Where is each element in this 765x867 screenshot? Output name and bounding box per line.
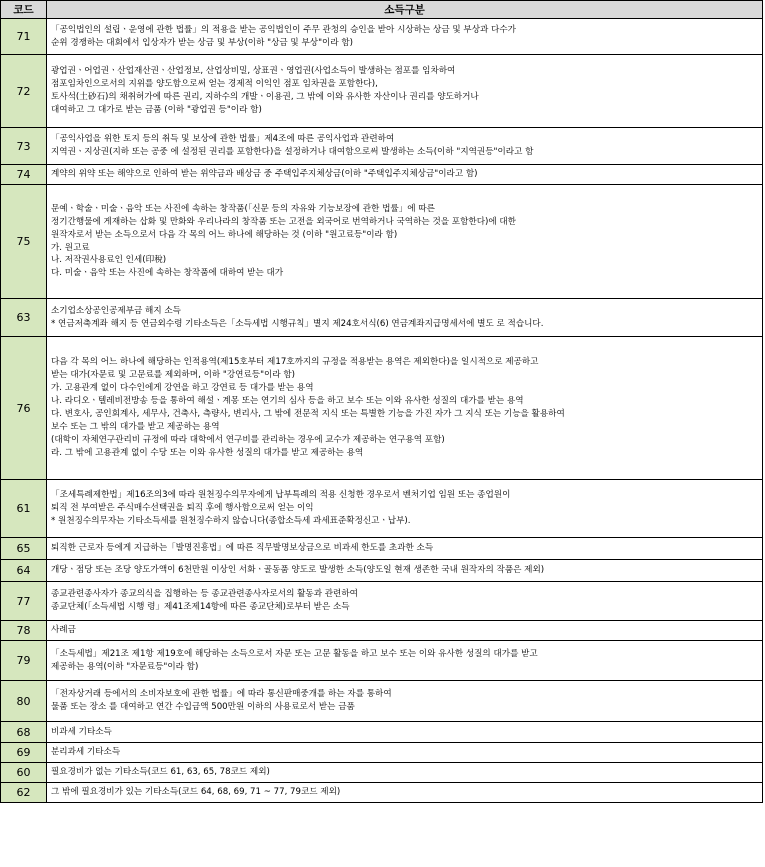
row-code: 78 [1, 621, 47, 641]
row-description: 개당ㆍ점당 또는 조당 양도가액이 6천만원 이상인 서화ㆍ골동품 양도로 발생한 소득(양도일 현재 생존한 국내 원작자의 작품은 제외) [47, 560, 763, 582]
row-description: 「공익사업을 위한 토지 등의 취득 및 보상에 관한 법률」제4조에 따른 공익사업과 관련하여 지역권ㆍ지상권(지하 또는 공중 에 설정된 권리를 포함한다)을 설정하거나 대여함으로써 발생하는 소득(이하 "지역권등"이라고 함 [47, 128, 763, 165]
table-row [1, 560, 763, 582]
table-row [1, 582, 763, 621]
row-description: 그 밖에 필요경비가 있는 기타소득(코드 64, 68, 69, 71 ~ 77, 79코드 제외) [47, 783, 763, 803]
row-code: 76 [1, 337, 47, 480]
row-code: 72 [1, 55, 47, 128]
row-description: 소기업소상공인공제부금 해지 소득 * 연금저축계좌 해지 등 연금외수령 기타소득은「소득세법 시행규칙」별지 제24호서식(6) 연금계좌지급명세서에 별도 로 적습니다. [47, 299, 763, 337]
row-code: 71 [1, 19, 47, 55]
table-row [1, 480, 763, 538]
row-description: 퇴직한 근로자 등에게 지급하는「발명진흥법」에 따른 직무발명보상금으로 비과세 한도를 초과한 소득 [47, 538, 763, 560]
row-description: 계약의 위약 또는 해약으로 인하여 받는 위약금과 배상금 중 주택입주지체상금(이하 "주택입주지체상금"이라고 함) [47, 165, 763, 185]
table-row [1, 55, 763, 128]
table-row [1, 128, 763, 165]
code-header: 코드 [1, 1, 47, 19]
table-row [1, 538, 763, 560]
row-code: 75 [1, 185, 47, 299]
table-row [1, 722, 763, 743]
table-row [1, 185, 763, 299]
row-code: 63 [1, 299, 47, 337]
row-code: 77 [1, 582, 47, 621]
row-code: 62 [1, 783, 47, 803]
row-description: 분리과세 기타소득 [47, 743, 763, 763]
row-code: 74 [1, 165, 47, 185]
row-description: 「공익법인의 설립ㆍ운영에 관한 법률」의 적용을 받는 공익법인이 주무 관청의 승인을 받아 시상하는 상금 및 부상과 다수가 순위 경쟁하는 대회에서 입상자가 받는 상금 및 부상(이하 "상금 및 부상"이라 함) [47, 19, 763, 55]
row-code: 61 [1, 480, 47, 538]
row-description: 「전자상거래 등에서의 소비자보호에 관한 법률」에 따라 통신판매중개를 하는 자를 통하여 물품 또는 장소 를 대여하고 연간 수입금액 500만원 이하의 사용료로서 받는 금품 [47, 681, 763, 722]
row-description: 광업권ㆍ어업권ㆍ산업재산권ㆍ산업정보, 산업상비밀, 상표권ㆍ영업권(사업소득이 발생하는 점포를 임차하여 점포임차인으로서의 지위를 양도함으로써 얻는 경제적 이익인 점포 임차권을 포함한다), 토사석(土砂石)의 채취허가에 따른 권리, 지하수의 개발ㆍ이용권, 그 밖에 이와 유사한 자산이나 권리를 양도하거나 대여하고 그 대가로 받는 금품 (이하 "광업권 등"이라 함) [47, 55, 763, 128]
table-row [1, 681, 763, 722]
row-description: 필요경비가 없는 기타소득(코드 61, 63, 65, 78코드 제외) [47, 763, 763, 783]
table-row [1, 337, 763, 480]
row-description: 종교관련종사자가 종교의식을 집행하는 등 종교관련종사자로서의 활동과 관련하여 종교단체(「소득세법 시행 령」제41조제14항에 따른 종교단체)로부터 받은 소득 [47, 582, 763, 621]
row-code: 64 [1, 560, 47, 582]
table-row [1, 299, 763, 337]
row-code: 65 [1, 538, 47, 560]
table-row [1, 763, 763, 783]
row-code: 80 [1, 681, 47, 722]
income-type-header: 소득구분 [47, 1, 763, 19]
row-description: 「소득세법」제21조 제1항 제19호에 해당하는 소득으로서 자문 또는 고문 활동을 하고 보수 또는 이와 유사한 성질의 대가를 받고 제공하는 용역(이하 "자문료등"이라 함) [47, 641, 763, 681]
row-description: 문예ㆍ학술ㆍ미술ㆍ음악 또는 사진에 속하는 창작품(「신문 등의 자유와 기능보장에 관한 법률」에 따른 정기간행물에 게재하는 삽화 및 만화와 우리나라의 창작품 또는 고전을 외국어로 번역하거나 국역하는 것을 포함한다)에 대한 원작자로서 받는 소득으로서 다음 각 목의 어느 하나에 해당하는 것 (이하 "원고료등"이라 함) 가. 원고료 나. 저작권사용료인 인세(印稅) 다. 미술ㆍ음악 또는 사진에 속하는 창작품에 대하여 받는 대가 [47, 185, 763, 299]
row-description: 비과세 기타소득 [47, 722, 763, 743]
row-code: 73 [1, 128, 47, 165]
table-row [1, 743, 763, 763]
row-code: 68 [1, 722, 47, 743]
table-row [1, 621, 763, 641]
row-description: 다음 각 목의 어느 하나에 해당하는 인적용역(제15호부터 제17호까지의 규정을 적용받는 용역은 제외한다)을 일시적으로 제공하고 받는 대가(자문료 및 고문료를 제외하며, 이하 "강연료등"이라 함) 가. 고용관계 없이 다수인에게 강연을 하고 강연료 등 대가를 받는 용역 나. 라디오ㆍ텔레비전방송 등을 통하여 해설ㆍ계몽 또는 연기의 심사 등을 하고 보수 또는 이와 유사한 성질의 대가를 받는 용역 다. 변호사, 공인회계사, 세무사, 건축사, 측량사, 변리사, 그 밖에 전문적 지식 또는 특별한 기능을 가진 자가 그 지식 또는 기능을 활용하여 보수 또는 그 밖의 대가를 받고 제공하는 용역 (대학이 자체연구관리비 규정에 따라 대학에서 연구비를 관리하는 경우에 교수가 제공하는 연구용역 포함) 라. 그 밖에 고용관계 없이 수당 또는 이와 유사한 성질의 대가를 받고 제공하는 용역 [47, 337, 763, 480]
table-row [1, 641, 763, 681]
table-row [1, 19, 763, 55]
row-description: 「조세특례제한법」제16조의3에 따라 원천징수의무자에게 납부특례의 적용 신청한 경우로서 벤처기업 임원 또는 종업원이 퇴직 전 부여받은 주식매수선택권을 퇴직 후에 행사함으로써 얻는 이익 * 원천징수의무자는 기타소득세를 원천징수하지 않습니다(종합소득세 과세표준확정신고ㆍ납부). [47, 480, 763, 538]
row-code: 60 [1, 763, 47, 783]
row-description: 사례금 [47, 621, 763, 641]
row-code: 69 [1, 743, 47, 763]
table-row [1, 783, 763, 803]
row-code: 79 [1, 641, 47, 681]
table-row [1, 165, 763, 185]
header-row [1, 1, 763, 19]
